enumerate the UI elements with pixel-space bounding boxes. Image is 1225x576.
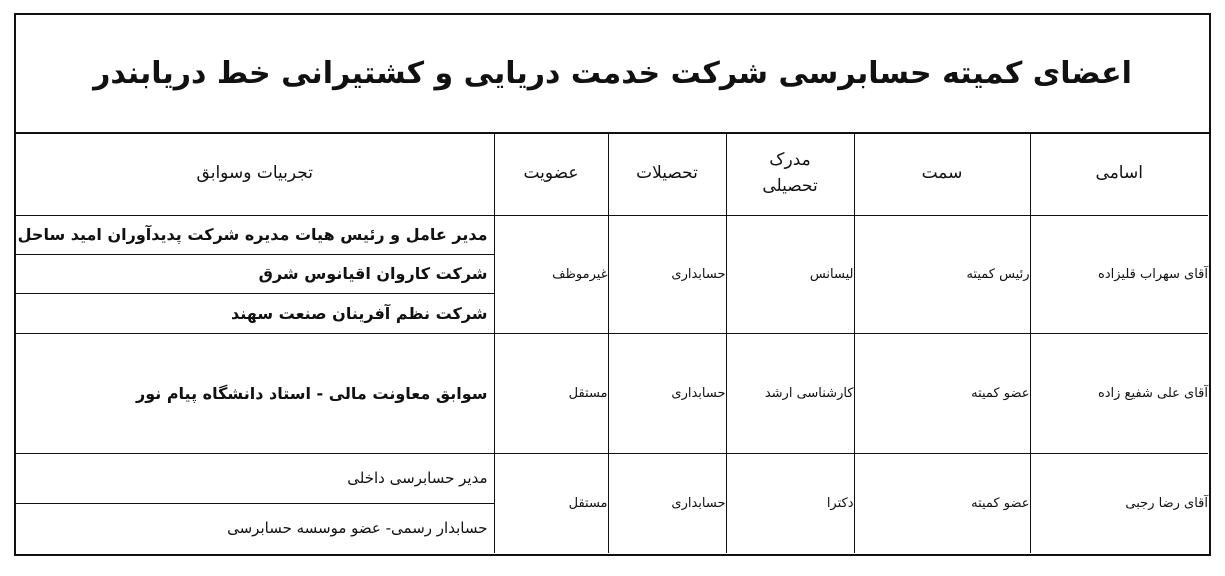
header-experience: تجربیات وسوابق bbox=[16, 132, 494, 215]
experience-item: حسابدار رسمی- عضو موسسه حسابرسی bbox=[227, 519, 488, 538]
table-row bbox=[16, 215, 1208, 333]
header-degree-line1: مدرک bbox=[769, 150, 811, 171]
document-frame bbox=[14, 13, 1211, 556]
member-name: آقای رضا رجبی bbox=[1030, 453, 1208, 553]
member-education: حسابداری bbox=[608, 453, 726, 553]
member-experience bbox=[16, 453, 494, 553]
experience-item: شرکت نظم آفرینان صنعت سهند bbox=[231, 303, 488, 323]
experience-item: مدیر حسابرسی داخلی bbox=[16, 454, 494, 504]
header-degree bbox=[726, 132, 854, 215]
member-position: رئیس کمیته bbox=[854, 215, 1030, 333]
header-membership: عضویت bbox=[494, 132, 608, 215]
member-membership: غیرموظف bbox=[494, 215, 608, 333]
member-education: حسابداری bbox=[608, 333, 726, 453]
header-row bbox=[16, 132, 1208, 215]
member-degree: کارشناسی ارشد bbox=[726, 333, 854, 453]
committee-table bbox=[16, 132, 1208, 553]
member-degree: دکترا bbox=[726, 453, 854, 553]
member-name: آقای علی شفیع زاده bbox=[1030, 333, 1208, 453]
member-membership: مستقل bbox=[494, 333, 608, 453]
member-experience bbox=[16, 215, 494, 333]
member-experience bbox=[16, 333, 494, 453]
header-degree-line2: تحصیلی bbox=[762, 176, 818, 197]
header-education: تحصیلات bbox=[608, 132, 726, 215]
member-degree: لیسانس bbox=[726, 215, 854, 333]
table-row bbox=[16, 453, 1208, 553]
header-position: سمت bbox=[854, 132, 1030, 215]
experience-item: شرکت کاروان اقیانوس شرق bbox=[16, 255, 494, 294]
document-title: اعضای کمیته حسابرسی شرکت خدمت دریایی و کشتیرانی خط دریابندر bbox=[16, 15, 1209, 134]
header-names: اسامی bbox=[1030, 132, 1208, 215]
table-row bbox=[16, 333, 1208, 453]
experience-item: سوابق معاونت مالی - استاد دانشگاه پیام نور bbox=[136, 383, 488, 403]
member-education: حسابداری bbox=[608, 215, 726, 333]
experience-item: مدیر عامل و رئیس هیات مدیره شرکت پدیدآوران امید ساحل bbox=[16, 216, 494, 255]
member-position: عضو کمیته bbox=[854, 453, 1030, 553]
member-position: عضو کمیته bbox=[854, 333, 1030, 453]
member-name: آقای سهراب قلیزاده bbox=[1030, 215, 1208, 333]
member-membership: مستقل bbox=[494, 453, 608, 553]
